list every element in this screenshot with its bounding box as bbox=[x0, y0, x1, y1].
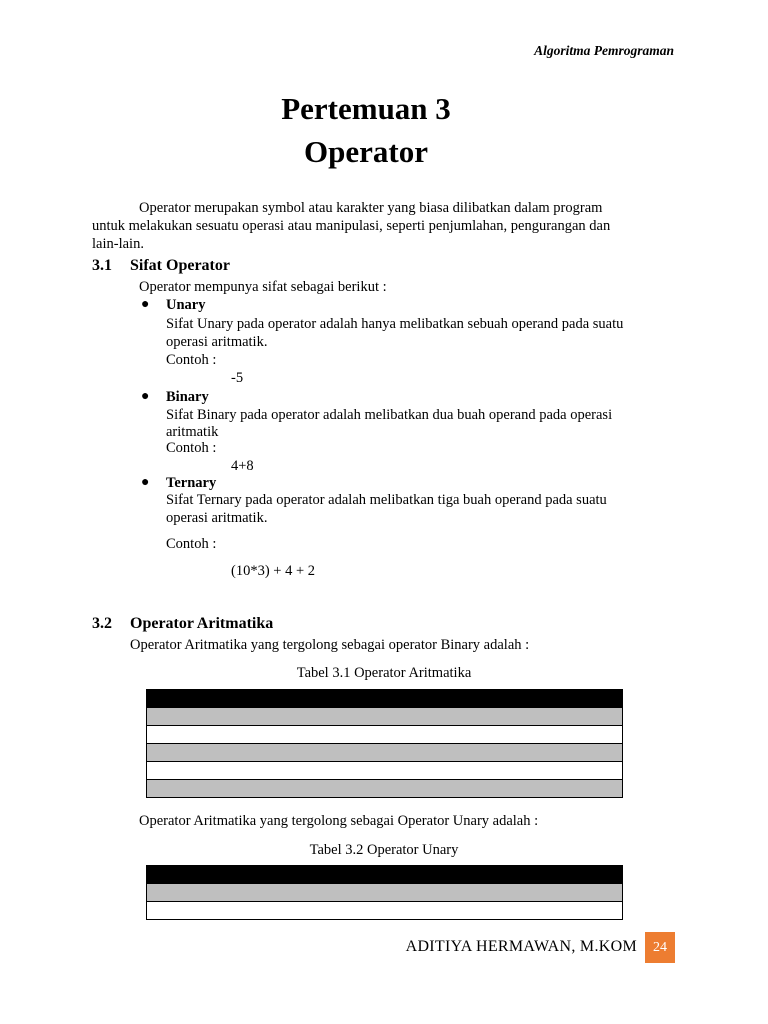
example-label: Contoh : bbox=[166, 352, 217, 368]
section-number: 3.2 bbox=[92, 615, 112, 632]
item-desc: Sifat Binary pada operator adalah melibatkan dua buah operand pada operasi bbox=[166, 407, 613, 423]
bullet-icon: ● bbox=[141, 389, 150, 404]
table1-caption: Tabel 3.1 Operator Aritmatika bbox=[296, 665, 472, 681]
page-number-badge: 24 bbox=[645, 932, 675, 963]
section-title: Operator Aritmatika bbox=[130, 615, 274, 632]
example-label: Contoh : bbox=[166, 440, 217, 456]
item-desc: aritmatik bbox=[166, 424, 219, 440]
item-desc: Sifat Unary pada operator adalah hanya melibatkan sebuah operand pada suatu bbox=[166, 316, 624, 332]
page-title-line2: Operator bbox=[304, 134, 428, 169]
footer-author: ADITIYA HERMAWAN, M.KOM bbox=[405, 938, 637, 955]
example-label: Contoh : bbox=[166, 536, 217, 552]
bullet-icon: ● bbox=[141, 475, 150, 490]
page-title-line1: Pertemuan 3 bbox=[281, 91, 451, 126]
item-desc: Sifat Ternary pada operator adalah melibatkan tiga buah operand pada suatu bbox=[166, 492, 607, 508]
section-number: 3.1 bbox=[92, 257, 112, 274]
intro-line3: lain-lain. bbox=[92, 236, 144, 252]
bullet-icon: ● bbox=[141, 297, 150, 312]
table-header-row bbox=[147, 690, 623, 708]
table-row bbox=[147, 884, 623, 902]
running-header: Algoritma Pemrograman bbox=[534, 43, 674, 58]
intro-line1: Operator merupakan symbol atau karakter yang biasa dilibatkan dalam program bbox=[139, 200, 603, 216]
example-value: 4+8 bbox=[231, 458, 254, 474]
section-title: Sifat Operator bbox=[130, 257, 230, 274]
item-desc: operasi aritmatik. bbox=[166, 334, 268, 350]
table-row bbox=[147, 726, 623, 744]
item-name-ternary: Ternary bbox=[166, 475, 217, 491]
example-value: -5 bbox=[231, 370, 244, 386]
item-name-binary: Binary bbox=[166, 389, 209, 405]
arithmetic-operator-table bbox=[146, 689, 623, 798]
table2-caption: Tabel 3.2 Operator Unary bbox=[309, 842, 459, 858]
table-row bbox=[147, 902, 623, 920]
unary-operator-table bbox=[146, 865, 623, 920]
unary-lead: Operator Aritmatika yang tergolong sebagai Operator Unary adalah : bbox=[139, 813, 539, 829]
table-row bbox=[147, 708, 623, 726]
section2-lead: Operator Aritmatika yang tergolong sebagai operator Binary adalah : bbox=[130, 637, 530, 653]
section-heading-3-2 bbox=[92, 615, 273, 633]
table-header-row bbox=[147, 866, 623, 884]
item-name-unary: Unary bbox=[166, 297, 206, 313]
section-heading-3-1 bbox=[92, 257, 230, 275]
example-value: (10*3) + 4 + 2 bbox=[231, 563, 316, 579]
table-row bbox=[147, 762, 623, 780]
intro-line2: untuk melakukan sesuatu operasi atau manipulasi, seperti penjumlahan, pengurangan dan bbox=[92, 218, 611, 234]
section1-lead: Operator mempunya sifat sebagai berikut : bbox=[139, 279, 387, 295]
table-row bbox=[147, 780, 623, 798]
item-desc: operasi aritmatik. bbox=[166, 510, 268, 526]
table-row bbox=[147, 744, 623, 762]
